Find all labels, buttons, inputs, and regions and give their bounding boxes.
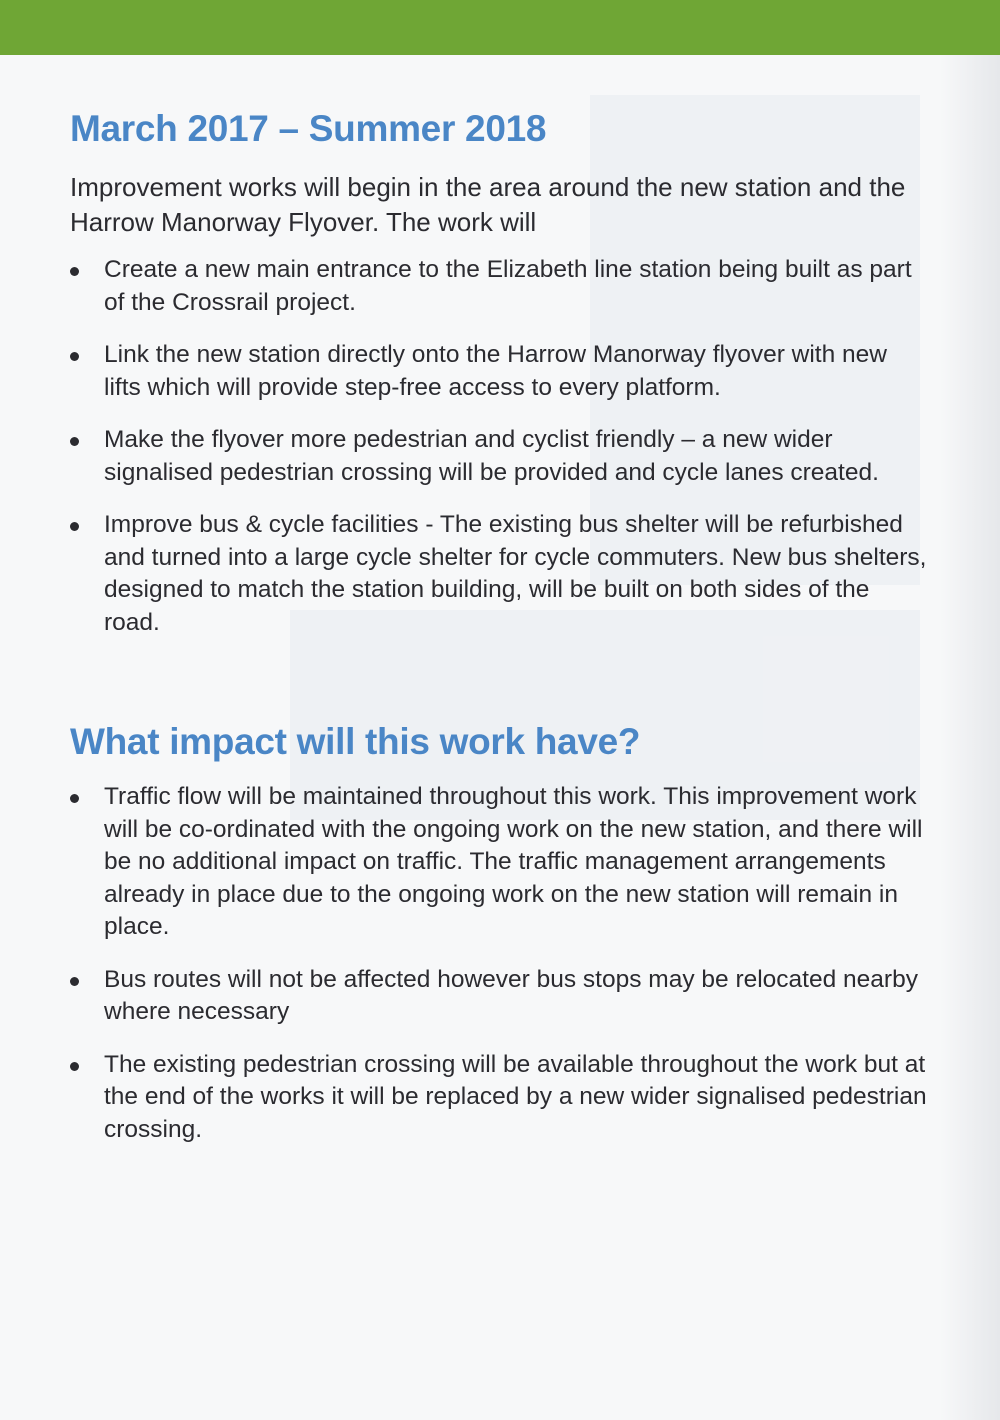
list-item — [70, 339, 930, 404]
list-item — [70, 964, 930, 1029]
list-item-text: Make the flyover more pedestrian and cyclist friendly – a new wider signalised pedestrian crossing will be provided and cycle lanes created. — [104, 426, 879, 486]
page-edge-shadow — [940, 55, 1000, 1420]
list-item-text: Create a new main entrance to the Elizabeth line station being built as part of the Crossrail project. — [104, 256, 912, 316]
list-item-text: Bus routes will not be affected however bus stops may be relocated nearby where necessary — [104, 965, 918, 1025]
list-item-text: Link the new station directly onto the Harrow Manorway flyover with new lifts which will provide step-free access to every platform. — [104, 341, 887, 401]
bullet-dot-icon — [70, 522, 79, 531]
bullet-dot-icon — [70, 1062, 79, 1071]
page-content — [70, 106, 930, 1166]
intro-paragraph: Improvement works will begin in the area around the new station and the Harrow Manorway Flyover. The work will — [70, 172, 906, 237]
top-color-band — [0, 0, 1000, 55]
list-item-text: Improve bus & cycle facilities - The existing bus shelter will be refurbished and turned into a large cycle shelter for cycle commuters. New bus shelters, designed to match the station building, will be built on both sides of the road. — [104, 511, 927, 636]
bullet-dot-icon — [70, 794, 79, 803]
bullet-dot-icon — [70, 267, 79, 276]
bullet-dot-icon — [70, 437, 79, 446]
section-heading-impact: What impact will this work have? — [70, 721, 641, 762]
list-item — [70, 254, 930, 319]
impact-bullet-list — [70, 781, 930, 1146]
bullet-dot-icon — [70, 352, 79, 361]
works-bullet-list — [70, 254, 930, 639]
list-item — [70, 509, 930, 639]
list-item — [70, 1049, 930, 1147]
section-heading-schedule: March 2017 – Summer 2018 — [70, 108, 547, 149]
list-item-text: The existing pedestrian crossing will be available throughout the work but at the end of the works it will be replaced by a new wider signalised pedestrian crossing. — [104, 1050, 927, 1143]
list-item-text: Traffic flow will be maintained throughout this work. This improvement work will be co-ordinated with the ongoing work on the new station, and there will be no additional impact on traffic. The traffic management arrangements already in place due to the ongoing work on the new station will remain in place. — [104, 783, 923, 940]
list-item — [70, 781, 930, 944]
bullet-dot-icon — [70, 977, 79, 986]
list-item — [70, 424, 930, 489]
